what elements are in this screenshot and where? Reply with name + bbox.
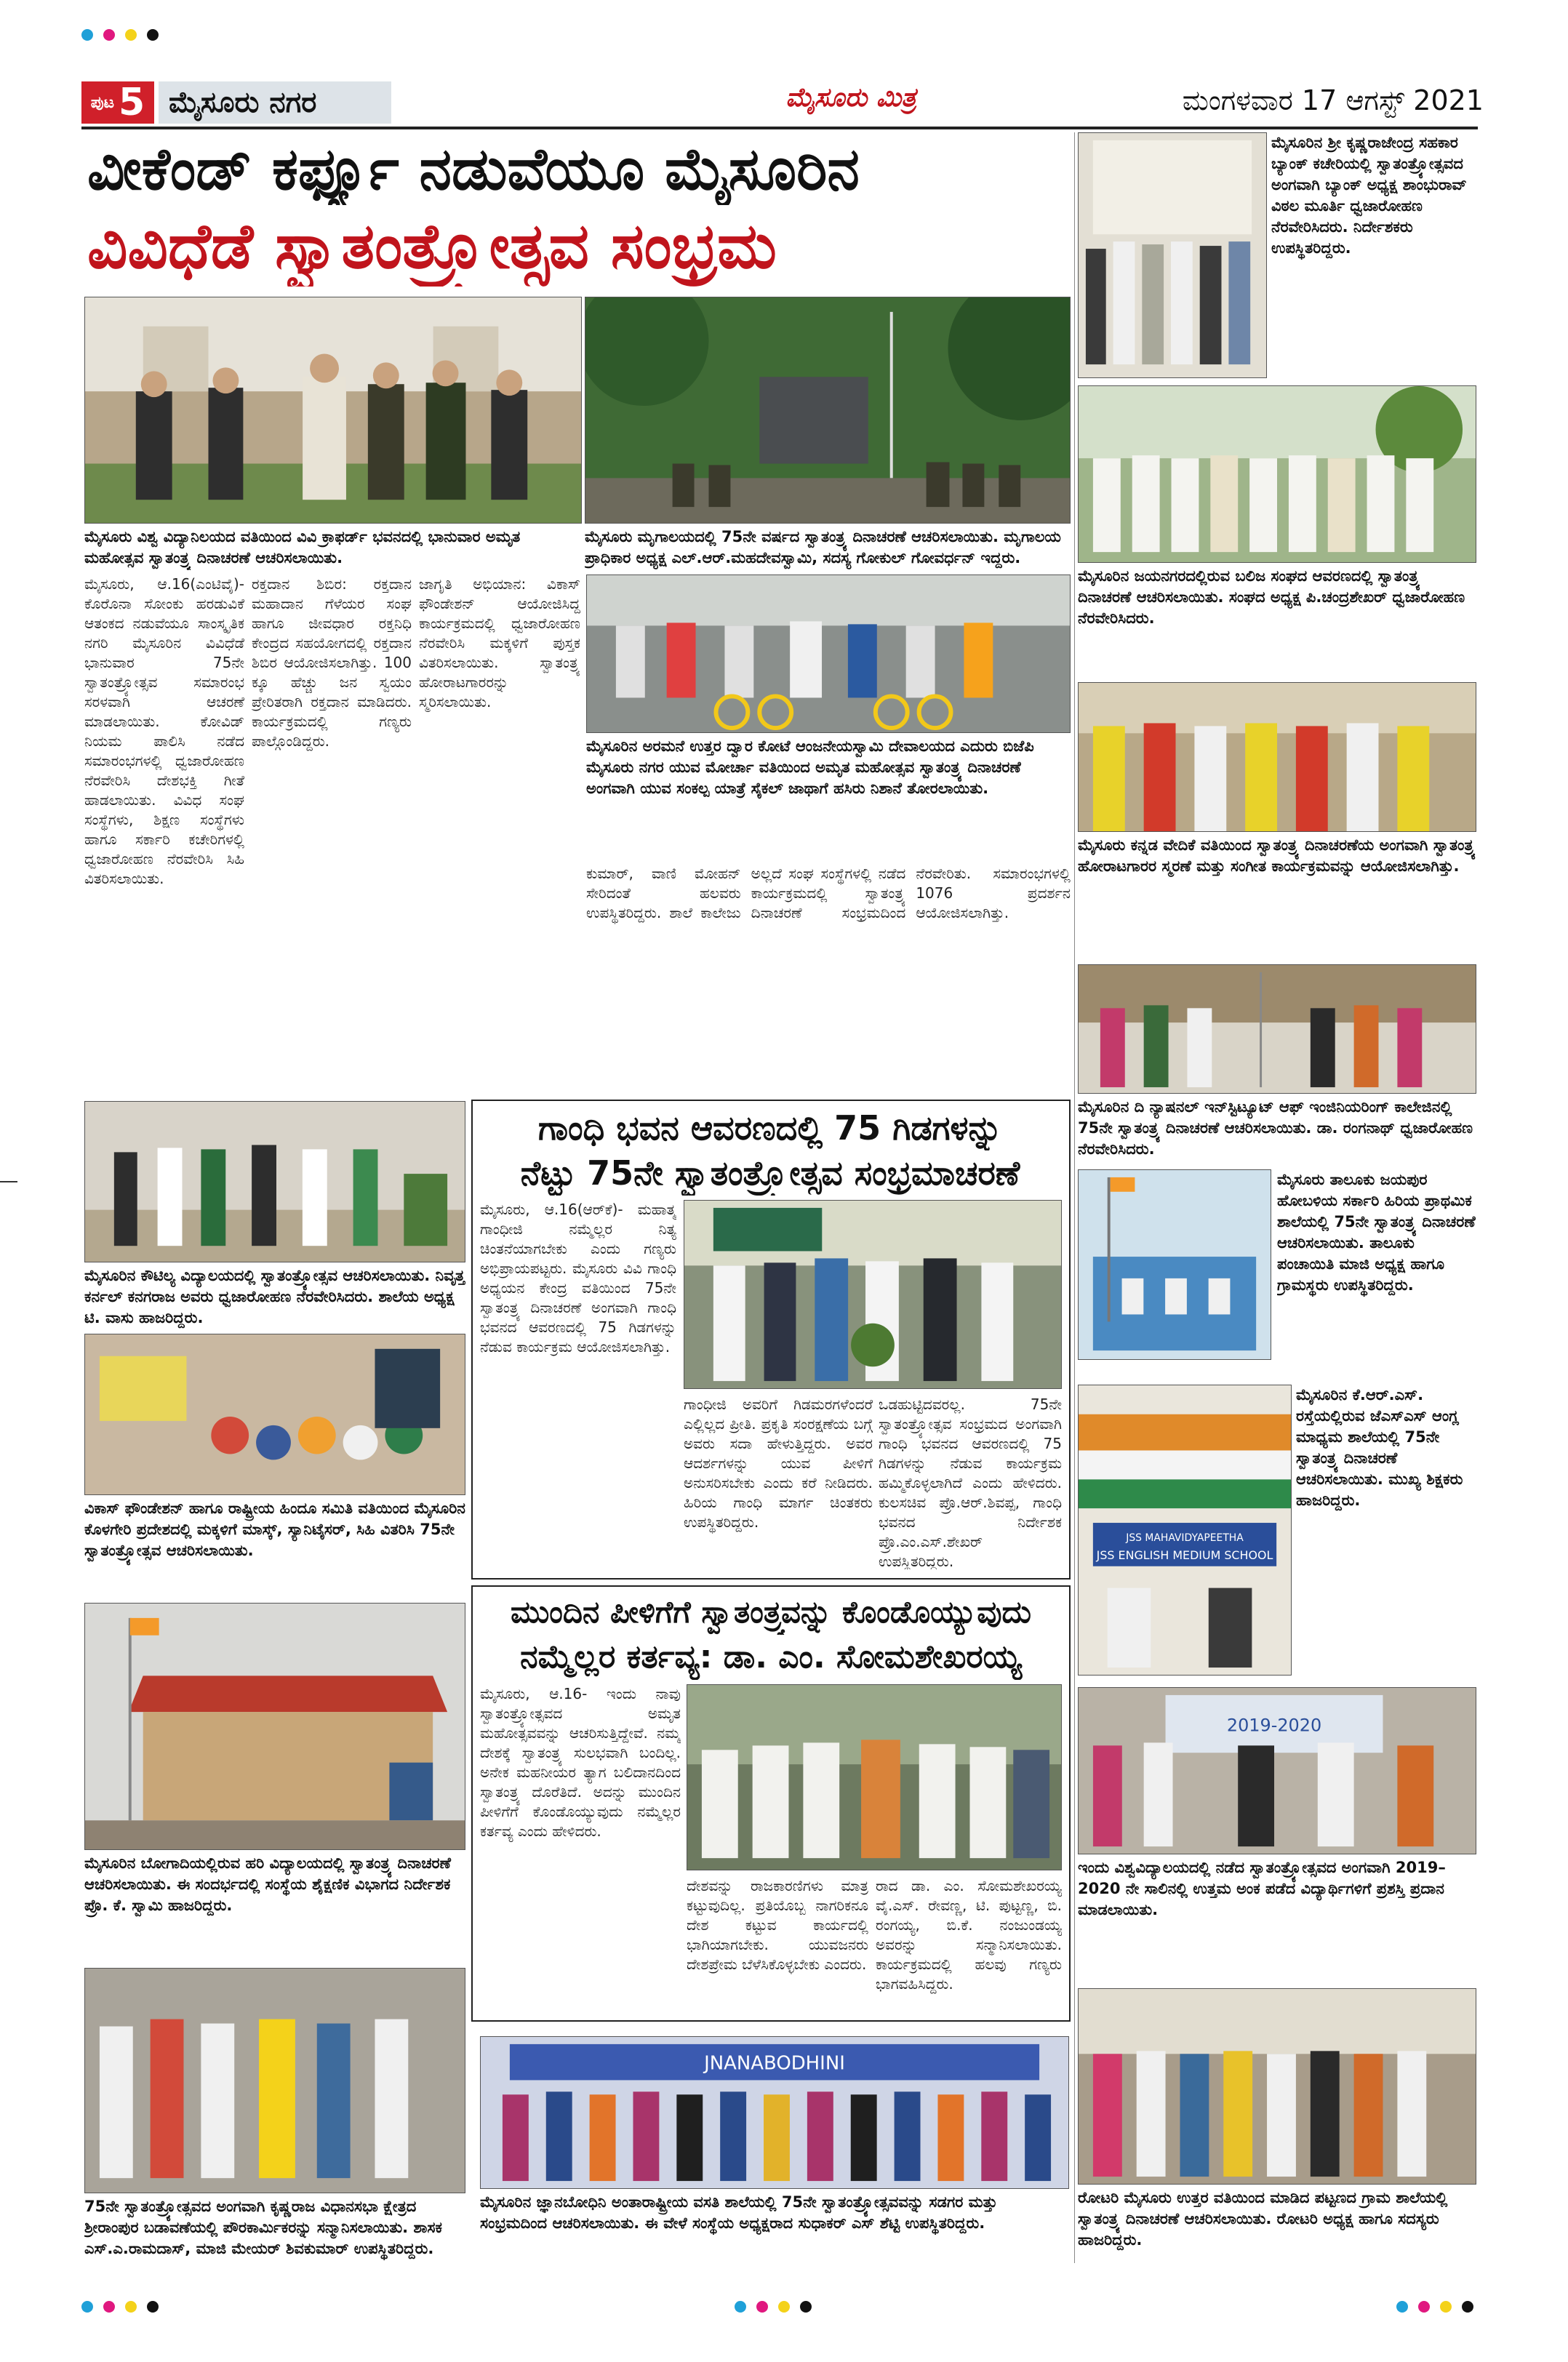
caption-award-ceremony: ಇಂದು ವಿಶ್ವವಿದ್ಯಾಲಯದಲ್ಲಿ ನಡೆದ ಸ್ವಾತಂತ್ರ್ಯೋತ್ಸವದ ಅಂಗವಾಗಿ 2019–2020 ನೇ ಸಾಲಿನಲ್ಲಿ ಉತ್ತಮ ಅಂಕ ಪಡೆದ ವಿದ್ಯಾರ್ಥಿಗಳಿಗೆ ಪ್ರಶಸ್ತಿ ಪ್ರದಾನ ಮಾಡಲಾಯಿತು. <box>1078 1859 1446 1918</box>
lead-body-col4: ಕುಮಾರ್, ವಾಣಿ ಮೋಹನ್ ಸೇರಿದಂತೆ ಹಲವರು ಉಪಸ್ಥಿತರಿದ್ದರು. ಶಾಲೆ ಕಾಲೇಜು ಅಲ್ಲದೆ ಸಂಘ ಸಂಸ್ಥೆಗಳಲ್ಲಿ ನಡೆದ ಕಾರ್ಯಕ್ರಮದಲ್ಲಿ ಸ್ವಾತಂತ್ರ್ಯ ದಿನಾಚರಣೆ ಸಂಭ್ರಮದಿಂದ ನೆರವೇರಿತು. ಸಮಾರಂಭಗಳಲ್ಲಿ 1076 ಪ್ರದರ್ಶನ ಆಯೋಜಿಸಲಾಗಿತ್ತು. <box>586 865 1071 921</box>
lead-body-col2: ರಕ್ತದಾನ ಶಿಬಿರ: ರಕ್ತದಾನ ಮಹಾದಾನ ಗೆಳೆಯರ ಸಂಘ ಹಾಗೂ ಜೀವಧಾರ ರಕ್ತನಿಧಿ ಕೇಂದ್ರದ ಸಹಯೋಗದಲ್ಲಿ ರಕ್ತದಾನ ಶಿಬಿರ ಆಯೋಜಿಸಲಾಗಿತ್ತು. 100 ಕ್ಕೂ ಹೆಚ್ಚು ಜನ ಸ್ವಯಂ ಪ್ರೇರಿತರಾಗಿ ರಕ್ತದಾನ ಮಾಡಿದರು. ಕಾರ್ಯಕ್ರಮದಲ್ಲಿ ಗಣ್ಯರು ಪಾಲ್ಗೊಂಡಿದ್ದರು. <box>252 575 412 750</box>
photo-jss-school <box>1078 1385 1292 1676</box>
lead-body-col1: ಮೈಸೂರು, ಆ.16(ಎಂಟಿವೈ)- ಕೊರೊನಾ ಸೋಂಕು ಹರಡುವಿಕೆ ಆತಂಕದ ನಡುವೆಯೂ ಸಾಂಸ್ಕೃತಿಕ ನಗರಿ ಮೈಸೂರಿನ ವಿವಿಧೆಡೆ ಭಾನುವಾರ 75ನೇ ಸ್ವಾತಂತ್ರ್ಯೋತ್ಸವ ಸಮಾರಂಭ ಸರಳವಾಗಿ ಆಚರಣೆ ಮಾಡಲಾಯಿತು. ಕೋವಿಡ್ ನಿಯಮ ಪಾಲಿಸಿ ನಡೆದ ಸಮಾರಂಭಗಳಲ್ಲಿ ಧ್ವಜಾರೋಹಣ ನೆರವೇರಿಸಿ ದೇಶಭಕ್ತಿ ಗೀತೆ ಹಾಡಲಾಯಿತು. ವಿವಿಧ ಸಂಘ ಸಂಸ್ಥೆಗಳು, ಶಿಕ್ಷಣ ಸಂಸ್ಥೆಗಳು ಹಾಗೂ ಸರ್ಕಾರಿ ಕಚೇರಿಗಳಲ್ಲಿ ಧ್ವಜಾರೋಹಣ ನೆರವೇರಿಸಿ ಸಿಹಿ ವಿತರಿಸಲಾಯಿತು. <box>84 575 244 887</box>
photo-university-flag-hoisting <box>84 297 582 524</box>
caption-jss-school: ಮೈಸೂರಿನ ಕೆ.ಆರ್.ಎಸ್. ರಸ್ತೆಯಲ್ಲಿರುವ ಜೆಎಸ್‌ಎಸ್ ಆಂಗ್ಲ ಮಾಧ್ಯಮ ಶಾಲೆಯಲ್ಲಿ 75ನೇ ಸ್ವಾತಂತ್ರ್ಯ ದಿನಾಚರಣೆ ಆಚರಿಸಲಾಯಿತು. ಮುಖ್ಯ ಶಿಕ್ಷಕರು ಹಾಜರಿದ್ದರು. <box>1296 1386 1463 1509</box>
lead-body-col3: ಜಾಗೃತಿ ಅಭಿಯಾನ: ವಿಕಾಸ್ ಫೌಂಡೇಶನ್ ಆಯೋಜಿಸಿದ್ದ ಕಾರ್ಯಕ್ರಮದಲ್ಲಿ ಧ್ವಜಾರೋಹಣ ನೆರವೇರಿಸಿ ಮಕ್ಕಳಿಗೆ ಪುಸ್ತಕ ವಿತರಿಸಲಾಯಿತು. ಸ್ವಾತಂತ್ರ್ಯ ಹೋರಾಟಗಾರರನ್ನು ಸ್ಮರಿಸಲಾಯಿತು. <box>419 575 580 710</box>
jss-banner-text: JSS ENGLISH MEDIUM SCHOOL <box>1096 1548 1273 1562</box>
photo-gandhi-planting <box>684 1200 1062 1389</box>
caption-kannada-vedike: ಮೈಸೂರು ಕನ್ನಡ ವೇದಿಕೆ ವತಿಯಿಂದ ಸ್ವಾತಂತ್ರ್ಯ ದಿನಾಚರಣೆಯ ಅಂಗವಾಗಿ ಸ್ವಾತಂತ್ರ್ಯ ಹೋರಾಟಗಾರರ ಸ್ಮರಣೆ ಮತ್ತು ಸಂಗೀತ ಕಾರ್ಯಕ್ರಮವನ್ನು ಆಯೋಜಿಸಲಾಗಿತ್ತು. <box>1078 836 1476 875</box>
gandhi-body-right: ಒಡಹುಟ್ಟಿದವರಲ್ಲ. 75ನೇ ಸ್ವಾತಂತ್ರ್ಯೋತ್ಸವ ಸಂಭ್ರಮದ ಅಂಗವಾಗಿ ಗಾಂಧಿ ಭವನದ ಆವರಣದಲ್ಲಿ 75 ಗಿಡಗಳನ್ನು ನೆಡುವ ಕಾರ್ಯಕ್ರಮ ಹಮ್ಮಿಕೊಳ್ಳಲಾಗಿದೆ ಎಂದು ಹೇಳಿದರು. ಕುಲಸಚಿವ ಪ್ರೊ.ಆರ್.ಶಿವಪ್ಪ, ಗಾಂಧಿ ಭವನದ ನಿರ್ದೇಶಕ ಪ್ರೊ.ಎಂ.ಎಸ್.ಶೇಖರ್ ಉಪಸ್ಥಿತರಿದ್ದರು. <box>879 1396 1062 1569</box>
crop-mark-left <box>0 1181 17 1182</box>
caption-cycle-rally: ಮೈಸೂರಿನ ಅರಮನೆ ಉತ್ತರ ದ್ವಾರ ಕೋಟೆ ಆಂಜನೇಯಸ್ವಾಮಿ ದೇವಾಲಯದ ಎದುರು ಬಿಜೆಪಿ ಮೈಸೂರು ನಗರ ಯುವ ಮೋರ್ಚಾ ವತಿಯಿಂದ ಅಮೃತ ಮಹೋತ್ಸವ ಸ್ವಾತಂತ್ರ್ಯ ದಿನಾಚರಣೆ ಅಂಗವಾಗಿ ಯುವ ಸಂಕಲ್ಪ ಯಾತ್ರೆ ಸೈಕಲ್ ಜಾಥಾಗೆ ಹಸಿರು ನಿಶಾನೆ ತೋರಲಾಯಿತು. <box>586 737 1034 797</box>
photo-engineering-college <box>1078 964 1476 1094</box>
caption-bank: ಮೈಸೂರಿನ ಶ್ರೀ ಕೃಷ್ಣರಾಜೇಂದ್ರ ಸಹಕಾರ ಬ್ಯಾಂಕ್ ಕಚೇರಿಯಲ್ಲಿ ಸ್ವಾತಂತ್ರ್ಯೋತ್ಸವದ ಅಂಗವಾಗಿ ಬ್ಯಾಂಕ್ ಅಧ್ಯಕ್ಷ ಶಾಂಭುರಾವ್ ವಿಠಲ ಮೂರ್ತಿ ಧ್ವಜಾರೋಹಣ ನೆರವೇರಿಸಿದರು. ನಿರ್ದೇಶಕರು ಉಪಸ್ಥಿತರಿದ್ದರು. <box>1271 134 1467 257</box>
column-rule-1 <box>1074 132 1075 2263</box>
caption-zoo: ಮೈಸೂರು ಮೃಗಾಲಯದಲ್ಲಿ 75ನೇ ವರ್ಷದ ಸ್ವಾತಂತ್ರ್ಯ ದಿನಾಚರಣೆ ಆಚರಿಸಲಾಯಿತು. ಮೃಗಾಲಯ ಪ್ರಾಧಿಕಾರ ಅಧ್ಯಕ್ಷ ಎಲ್.ಆರ್.ಮಹದೇವಸ್ವಾಮಿ, ಸದಸ್ಯ ಗೋಕುಲ್ ಗೋವರ್ಧನ್ ಇದ್ದರು. <box>585 528 1061 567</box>
caption-university: ಮೈಸೂರು ವಿಶ್ವ ವಿದ್ಯಾನಿಲಯದ ವತಿಯಿಂದ ವಿವಿ ಕ್ರಾಫರ್ಡ್ ಭವನದಲ್ಲಿ ಭಾನುವಾರ ಅಮೃತ ಮಹೋತ್ಸವ ಸ್ವಾತಂತ್ರ್ಯ ದಿನಾಚರಣೆ ಆಚರಿಸಲಾಯಿತು. <box>84 528 521 567</box>
section-title: ಮೈಸೂರು ನಗರ <box>159 81 391 124</box>
caption-rotary: ರೋಟರಿ ಮೈಸೂರು ಉತ್ತರ ವತಿಯಿಂದ ಮಾಡಿದ ಪಟ್ಟಣದ ಗ್ರಾಮ ಶಾಲೆಯಲ್ಲಿ ಸ್ವಾತಂತ್ರ್ಯ ದಿನಾಚರಣೆ ಆಚರಿಸಲಾಯಿತು. ರೋಟರಿ ಅಧ್ಯಕ್ಷ ಹಾಗೂ ಸದಸ್ಯರು ಹಾಜರಿದ್ದರು. <box>1078 2189 1448 2249</box>
gandhi-body-left: ಮೈಸೂರು, ಆ.16(ಆರ್‌ಕೆ)- ಮಹಾತ್ಮ ಗಾಂಧೀಜಿ ನಮ್ಮೆಲ್ಲರ ನಿತ್ಯ ಚಿಂತನೆಯಾಗಬೇಕು ಎಂದು ಗಣ್ಯರು ಅಭಿಪ್ರಾಯಪಟ್ಟರು. ಮೈಸೂರು ವಿವಿ ಗಾಂಧಿ ಅಧ್ಯಯನ ಕೇಂದ್ರ ವತಿಯಿಂದ 75ನೇ ಸ್ವಾತಂತ್ರ್ಯ ದಿನಾಚರಣೆ ಅಂಗವಾಗಿ ಗಾಂಧಿ ಭವನದ ಆವರಣದಲ್ಲಿ 75 ಗಿಡಗಳನ್ನು ನೆಡುವ ಕಾರ್ಯಕ್ರಮ ಆಯೋಜಿಸಲಾಗಿತ್ತು. <box>480 1201 676 1356</box>
photo-balija-sangha <box>1078 385 1476 563</box>
magenta-dot <box>103 2301 115 2313</box>
cyan-dot <box>81 2301 93 2313</box>
cyan-dot <box>1396 2301 1408 2313</box>
yellow-dot <box>125 29 137 41</box>
school-banner-text: JNANABODHINI <box>704 2052 845 2075</box>
magenta-dot <box>756 2301 768 2313</box>
somashekar-headline-line2: ನಮ್ಮೆಲ್ಲರ ಕರ್ತವ್ಯ: ಡಾ. ಎಂ. ಸೋಮಶೇಖರಯ್ಯ <box>520 1638 1022 1676</box>
photo-school-children <box>84 1101 465 1262</box>
photo-bank-staff <box>1078 132 1267 378</box>
caption-village-school: ಮೈಸೂರು ತಾಲೂಕು ಜಯಪುರ ಹೋಬಳಿಯ ಸರ್ಕಾರಿ ಹಿರಿಯ ಪ್ರಾಥಮಿಕ ಶಾಲೆಯಲ್ಲಿ 75ನೇ ಸ್ವಾತಂತ್ರ್ಯ ದಿನಾಚರಣೆ ಆಚರಿಸಲಾಯಿತು. ತಾಲೂಕು ಪಂಚಾಯಿತಿ ಮಾಜಿ ಅಧ್ಯಕ್ಷ ಹಾಗೂ ಗ್ರಾಮಸ್ಥರು ಉಪಸ್ಥಿತರಿದ್ದರು. <box>1277 1171 1476 1294</box>
page-number-badge <box>81 81 154 124</box>
caption-english-school: ಮೈಸೂರಿನ ಜ್ಞಾನಬೋಧಿನಿ ಅಂತಾರಾಷ್ಟ್ರೀಯ ವಸತಿ ಶಾಲೆಯಲ್ಲಿ 75ನೇ ಸ್ವಾತಂತ್ರ್ಯೋತ್ಸವವನ್ನು ಸಡಗರ ಮತ್ತು ಸಂಭ್ರಮದಿಂದ ಆಚರಿಸಲಾಯಿತು. ಈ ವೇಳೆ ಸಂಸ್ಥೆಯ ಅಧ್ಯಕ್ಷರಾದ ಸುಧಾಕರ್ ಎಸ್ ಶೆಟ್ಟಿ ಉಪಸ್ಥಿತರಿದ್ದರು. <box>480 2193 998 2232</box>
photo-school-shed <box>84 1603 465 1850</box>
magenta-dot <box>103 29 115 41</box>
magenta-dot <box>1418 2301 1430 2313</box>
photo-freedom-fighters <box>687 1684 1062 1870</box>
caption-honoring-workers: 75ನೇ ಸ್ವಾತಂತ್ರ್ಯೋತ್ಸವದ ಅಂಗವಾಗಿ ಕೃಷ್ಣರಾಜ ವಿಧಾನಸಭಾ ಕ್ಷೇತ್ರದ ಶ್ರೀರಾಂಪುರ ಬಡಾವಣೆಯಲ್ಲಿ ಪೌರಕಾರ್ಮಿಕರನ್ನು ಸನ್ಮಾನಿಸಲಾಯಿತು. ಶಾಸಕ ಎಸ್.ಎ.ರಾಮದಾಸ್, ಮಾಜಿ ಮೇಯರ್ ಶಿವಕುಮಾರ್ ಉಪಸ್ಥಿತರಿದ್ದರು. <box>84 2198 442 2257</box>
photo-kannada-vedike <box>1078 682 1476 832</box>
registration-dots-bottom-right <box>1396 2301 1473 2313</box>
photo-vikas-foundation <box>84 1334 465 1495</box>
gandhi-body-bottom: ಗಾಂಧೀಜಿ ಅವರಿಗೆ ಗಿಡಮರಗಳೆಂದರೆ ಎಲ್ಲಿಲ್ಲದ ಪ್ರೀತಿ. ಪ್ರಕೃತಿ ಸಂರಕ್ಷಣೆಯ ಬಗ್ಗೆ ಅವರು ಸದಾ ಹೇಳುತ್ತಿದ್ದರು. ಅವರ ಆದರ್ಶಗಳನ್ನು ಯುವ ಪೀಳಿಗೆ ಅನುಸರಿಸಬೇಕು ಎಂದು ಕರೆ ನೀಡಿದರು. ಹಿರಿಯ ಗಾಂಧಿ ಮಾರ್ಗ ಚಿಂತಕರು ಉಪಸ್ಥಿತರಿದ್ದರು. <box>684 1396 873 1531</box>
somashekar-headline-line1: ಮುಂದಿನ ಪೀಳಿಗೆಗೆ ಸ್ವಾತಂತ್ರ್ಯವನ್ನು ಕೊಂಡೊಯ್ಯುವುದು <box>511 1594 1031 1630</box>
photo-cycle-rally <box>586 575 1071 733</box>
caption-school-children: ಮೈಸೂರಿನ ಕೌಟಿಲ್ಯ ವಿದ್ಯಾಲಯದಲ್ಲಿ ಸ್ವಾತಂತ್ರ್ಯೋತ್ಸವ ಆಚರಿಸಲಾಯಿತು. ನಿವೃತ್ತ ಕರ್ನಲ್ ಕನಗರಾಜ ಅವರು ಧ್ವಜಾರೋಹಣ ನೆರವೇರಿಸಿದರು. ಶಾಲೆಯ ಅಧ್ಯಕ್ಷ ಟಿ. ವಾಸು ಹಾಜರಿದ್ದರು. <box>84 1267 465 1326</box>
black-dot <box>147 29 159 41</box>
caption-balija: ಮೈಸೂರಿನ ಜಯನಗರದಲ್ಲಿರುವ ಬಲಿಜ ಸಂಘದ ಆವರಣದಲ್ಲಿ ಸ್ವಾತಂತ್ರ್ಯ ದಿನಾಚರಣೆ ಆಚರಿಸಲಾಯಿತು. ಸಂಘದ ಅಧ್ಯಕ್ಷ ಪಿ.ಚಂದ್ರಶೇಖರ್ ಧ್ವಜಾರೋಹಣ ನೆರವೇರಿಸಿದರು. <box>1078 567 1465 627</box>
newspaper-title: ಮೈಸೂರು ಮಿತ್ರ <box>785 83 916 113</box>
registration-dots-top-left <box>81 29 159 41</box>
photo-honoring-workers <box>84 1968 465 2193</box>
caption-school-shed: ಮೈಸೂರಿನ ಬೋಗಾದಿಯಲ್ಲಿರುವ ಹರಿ ವಿದ್ಯಾಲಯದಲ್ಲಿ ಸ್ವಾತಂತ್ರ್ಯ ದಿನಾಚರಣೆ ಆಚರಿಸಲಾಯಿತು. ಈ ಸಂದರ್ಭದಲ್ಲಿ ಸಂಸ್ಥೆಯ ಶೈಕ್ಷಣಿಕ ವಿಭಾಗದ ನಿರ್ದೇಶಕ ಪ್ರೊ. ಕೆ. ಸ್ವಾಮಿ ಹಾಜರಿದ್ದರು. <box>84 1854 451 1914</box>
jss-board-text: JSS MAHAVIDYAPEETHA <box>1126 1532 1244 1544</box>
lead-headline-line2: ವಿವಿಧೆಡೆ ಸ್ವಾತಂತ್ರ್ಯೋತ್ಸವ ಸಂಭ್ರಮ <box>87 209 777 283</box>
black-dot <box>800 2301 812 2313</box>
award-year-text: 2019-2020 <box>1226 1715 1322 1736</box>
somashekar-body-bottom-left: ದೇಶವನ್ನು ರಾಜಕಾರಣಿಗಳು ಮಾತ್ರ ಕಟ್ಟುವುದಿಲ್ಲ. ಪ್ರತಿಯೊಬ್ಬ ನಾಗರಿಕನೂ ದೇಶ ಕಟ್ಟುವ ಕಾರ್ಯದಲ್ಲಿ ಭಾಗಿಯಾಗಬೇಕು. ಯುವಜನರು ದೇಶಪ್ರೇಮ ಬೆಳೆಸಿಕೊಳ್ಳಬೇಕು ಎಂದರು. <box>687 1877 868 1973</box>
photo-rotary <box>1078 1988 1476 2185</box>
page-prefix: ಪುಟ <box>90 93 115 112</box>
somashekar-body-bottom-right: ರಾದ ಡಾ. ಎಂ. ಸೋಮಶೇಖರಯ್ಯ ವೈ.ಎಸ್. ರೇವಣ್ಣ, ಟಿ. ಪುಟ್ಟಣ್ಣ, ಬಿ. ರಂಗಯ್ಯ, ಬಿ.ಕೆ. ನಂಜುಂಡಯ್ಯ ಅವರನ್ನು ಸನ್ಮಾನಿಸಲಾಯಿತು. ಕಾರ್ಯಕ್ರಮದಲ್ಲಿ ಹಲವು ಗಣ್ಯರು ಭಾಗವಹಿಸಿದ್ದರು. <box>876 1877 1062 1993</box>
caption-vikas-foundation: ವಿಕಾಸ್ ಫೌಂಡೇಶನ್ ಹಾಗೂ ರಾಷ್ಟ್ರೀಯ ಹಿಂದೂ ಸಮಿತಿ ವತಿಯಿಂದ ಮೈಸೂರಿನ ಕೊಳಗೇರಿ ಪ್ರದೇಶದಲ್ಲಿ ಮಕ್ಕಳಿಗೆ ಮಾಸ್ಕ್, ಸ್ಯಾನಿಟೈಸರ್, ಸಿಹಿ ವಿತರಿಸಿ 75ನೇ ಸ್ವಾತಂತ್ರ್ಯೋತ್ಸವ ಆಚರಿಸಲಾಯಿತು. <box>84 1500 465 1559</box>
cyan-dot <box>735 2301 746 2313</box>
issue-date: ಮಂಗಳವಾರ 17 ಆಗಸ್ಟ್ 2021 <box>1182 84 1484 116</box>
yellow-dot <box>125 2301 137 2313</box>
somashekar-body-left: ಮೈಸೂರು, ಆ.16- ಇಂದು ನಾವು ಸ್ವಾತಂತ್ರ್ಯೋತ್ಸವದ ಅಮೃತ ಮಹೋತ್ಸವವನ್ನು ಆಚರಿಸುತ್ತಿದ್ದೇವೆ. ನಮ್ಮ ದೇಶಕ್ಕೆ ಸ್ವಾತಂತ್ರ್ಯ ಸುಲಭವಾಗಿ ಬಂದಿಲ್ಲ. ಅನೇಕ ಮಹನೀಯರ ತ್ಯಾಗ ಬಲಿದಾನದಿಂದ ಸ್ವಾತಂತ್ರ್ಯ ದೊರೆತಿದೆ. ಅದನ್ನು ಮುಂದಿನ ಪೀಳಿಗೆಗೆ ಕೊಂಡೊಯ್ಯುವುದು ನಮ್ಮೆಲ್ಲರ ಕರ್ತವ್ಯ ಎಂದು ಹೇಳಿದರು. <box>480 1685 681 1840</box>
gandhi-headline-line1: ಗಾಂಧಿ ಭವನ ಆವರಣದಲ್ಲಿ 75 ಗಿಡಗಳನ್ನು <box>538 1108 1002 1148</box>
yellow-dot <box>778 2301 790 2313</box>
caption-engineering-college: ಮೈಸೂರಿನ ದಿ ನ್ಯಾಷನಲ್ ಇನ್‌ಸ್ಟಿಟ್ಯೂಟ್ ಆಫ್ ಇಂಜಿನಿಯರಿಂಗ್ ಕಾಲೇಜಿನಲ್ಲಿ 75ನೇ ಸ್ವಾತಂತ್ರ್ಯ ದಿನಾಚರಣೆ ಆಚರಿಸಲಾಯಿತು. ಡಾ. ರಂಗನಾಥ್ ಧ್ವಜಾರೋಹಣ ನೆರವೇರಿಸಿದರು. <box>1078 1098 1473 1158</box>
registration-dots-bottom-left <box>81 2301 159 2313</box>
cyan-dot <box>81 29 93 41</box>
gandhi-headline-line2: ನೆಟ್ಟು 75ನೇ ಸ್ವಾತಂತ್ರ್ಯೋತ್ಸವ ಸಂಭ್ರಮಾಚರಣೆ <box>520 1153 1020 1193</box>
photo-english-school <box>480 2036 1069 2189</box>
photo-award-ceremony <box>1078 1687 1476 1854</box>
black-dot <box>147 2301 159 2313</box>
photo-zoo-flag-hoisting <box>585 297 1071 524</box>
masthead-rule <box>81 127 1478 129</box>
yellow-dot <box>1440 2301 1452 2313</box>
lead-headline-line1: ವೀಕೆಂಡ್ ಕರ್ಫ್ಯೂ ನಡುವೆಯೂ ಮೈಸೂರಿನ <box>87 135 860 203</box>
black-dot <box>1462 2301 1473 2313</box>
photo-village-school <box>1078 1169 1271 1360</box>
registration-dots-bottom-center <box>735 2301 812 2313</box>
page-number: 5 <box>119 81 145 124</box>
